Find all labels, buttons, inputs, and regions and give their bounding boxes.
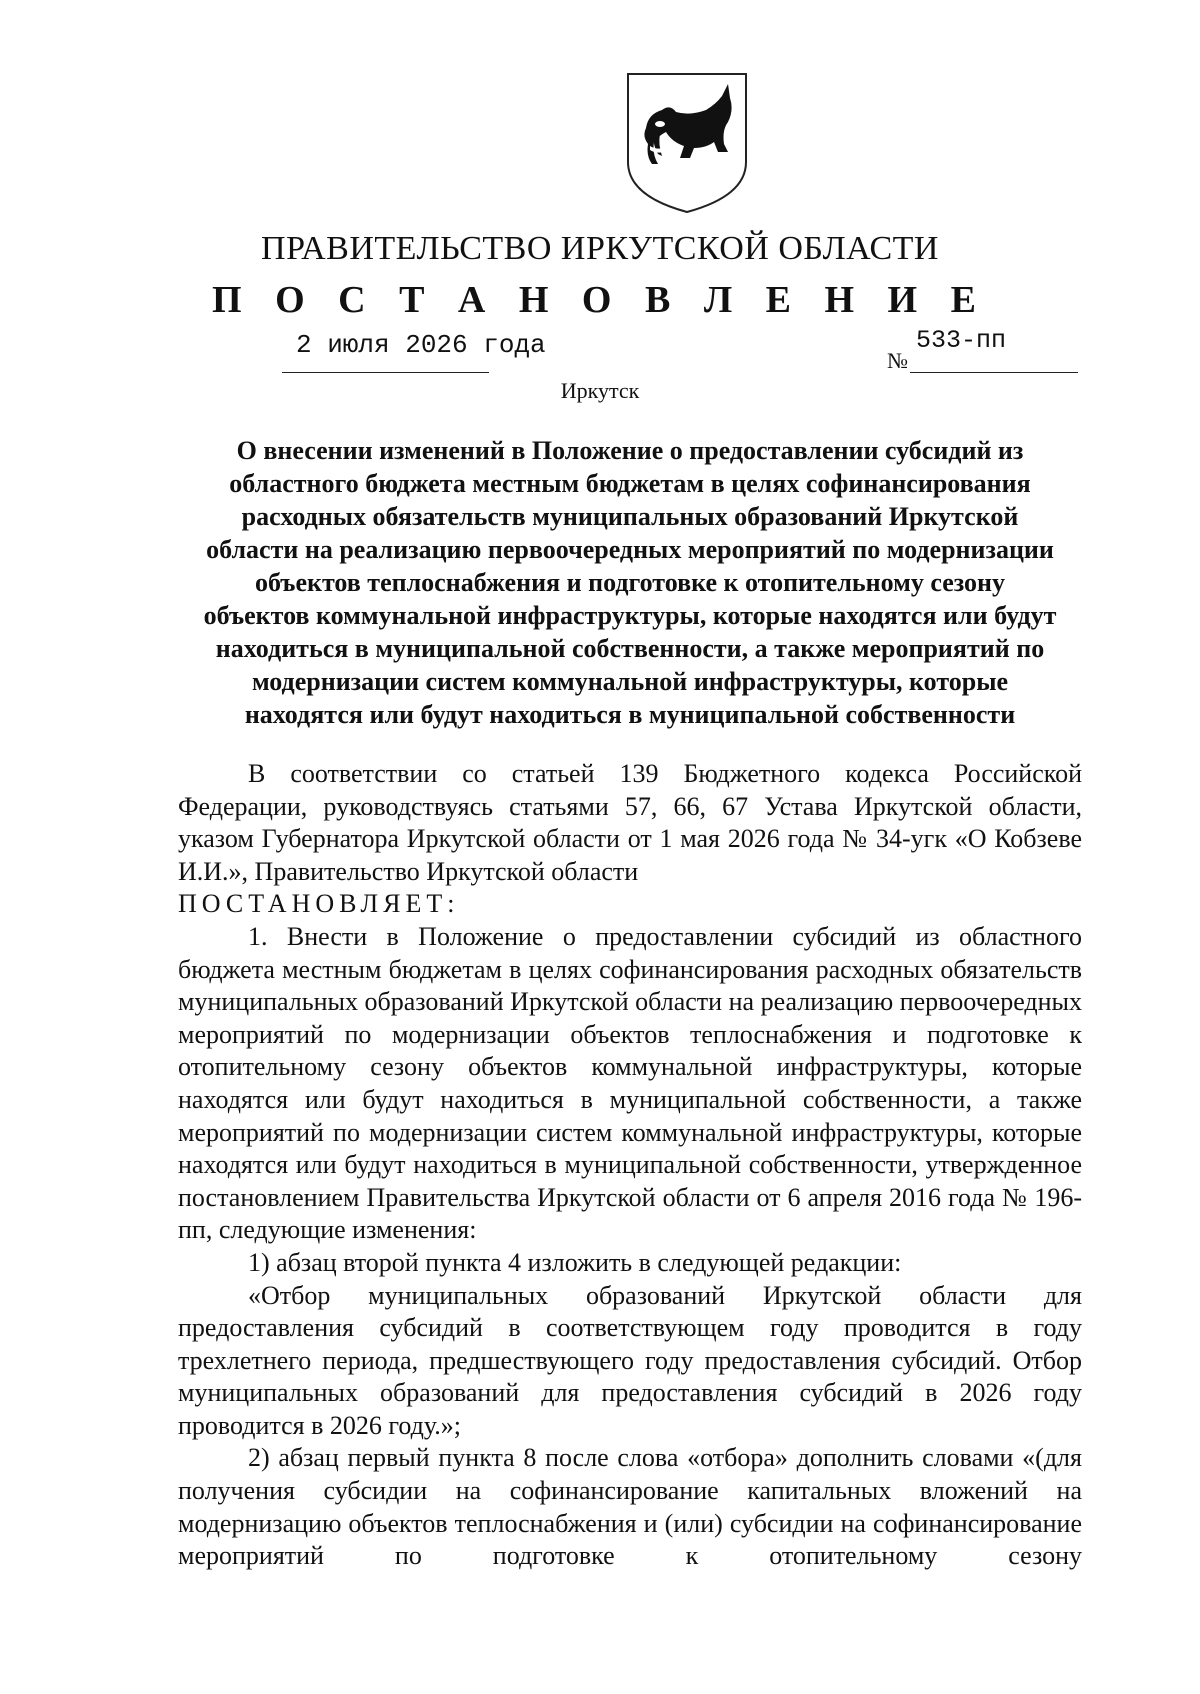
document-number: 533-пп bbox=[916, 326, 1007, 355]
date-underline bbox=[282, 372, 489, 373]
document-body bbox=[178, 758, 1082, 1573]
document-city: Иркутск bbox=[560, 378, 640, 403]
government-title: ПРАВИТЕЛЬСТВО ИРКУТСКОЙ ОБЛАСТИ bbox=[261, 230, 939, 267]
preamble-paragraph: В соответствии со статьей 139 Бюджетного кодекса Российской Федерации, руководствуясь статьями 57, 66, 67 Устава Иркутской области, указом Губернатора Иркутской области от 1 мая 2026 года № 34-угк «О Кобзеве И.И.», Правительство Иркутской области bbox=[178, 759, 1082, 886]
heading-line: области на реализацию первоочередных мероприятий по модернизации bbox=[206, 535, 1054, 564]
irkutsk-coat-of-arms-icon bbox=[624, 70, 750, 216]
heading-line: модернизации систем коммунальной инфраструктуры, которые bbox=[251, 667, 1009, 696]
decree-word: ПОСТАНОВЛЯЕТ: bbox=[178, 889, 460, 919]
document-date: 2 июля 2026 года bbox=[296, 330, 546, 360]
heading-line: объектов теплоснабжения и подготовке к отопительному сезону bbox=[254, 568, 1006, 597]
heading-line: О внесении изменений в Положение о предоставлении субсидий из bbox=[236, 436, 1024, 465]
document-type-title: П О С Т А Н О В Л Е Н И Е bbox=[212, 279, 988, 321]
quote-1-paragraph: «Отбор муниципальных образований Иркутской области для предоставления субсидий в соответствующем году проводится в году трехлетнего периода, предшествующего году предоставления субсидий. Отбор муниципальных образований для предоставления субсидий в 2026 году проводится в 2026 году.»; bbox=[178, 1280, 1082, 1440]
heading-line: находиться в муниципальной собственности, а также мероприятий по bbox=[215, 634, 1045, 663]
item-1-paragraph: 1. Внести в Положение о предоставлении субсидий из областного бюджета местным бюджетам в целях софинансирования расходных обязательств муниципальных образований Иркутской области на реализацию первоочередных мероприятий по модернизации объектов теплоснабжения и подготовке к отопительному сезону объектов коммунальной инфраструктуры, которые находятся или будут находиться в муниципальной собственности, а также мероприятий по модернизации систем коммунальной инфраструктуры, которые находятся или будут находиться в муниципальной собственности, утвержденное постановлением Правительства Иркутской области от 6 апреля 2016 года № 196-пп, следующие изменения: bbox=[178, 921, 1082, 1245]
number-underline bbox=[910, 372, 1078, 373]
heading-line: расходных обязательств муниципальных образований Иркутской bbox=[241, 502, 1019, 531]
subitem-1-paragraph: 1) абзац второй пункта 4 изложить в следующей редакции: bbox=[248, 1247, 902, 1277]
number-sign: № bbox=[887, 348, 908, 373]
heading-line: объектов коммунальной инфраструктуры, которые находятся или будут bbox=[203, 601, 1057, 630]
heading-line: находятся или будут находиться в муниципальной собственности bbox=[244, 700, 1016, 729]
subitem-2-paragraph: 2) абзац первый пункта 8 после слова «отбора» дополнить словами «(для получения субсидии на софинансирование капитальных вложений на модернизацию объектов теплоснабжения и (или) субсидии на софинансирование мероприятий по подготовке к отопительному сезону bbox=[178, 1443, 1082, 1571]
document-heading bbox=[178, 434, 1082, 731]
heading-line: областного бюджета местным бюджетам в целях софинансирования bbox=[229, 469, 1031, 498]
